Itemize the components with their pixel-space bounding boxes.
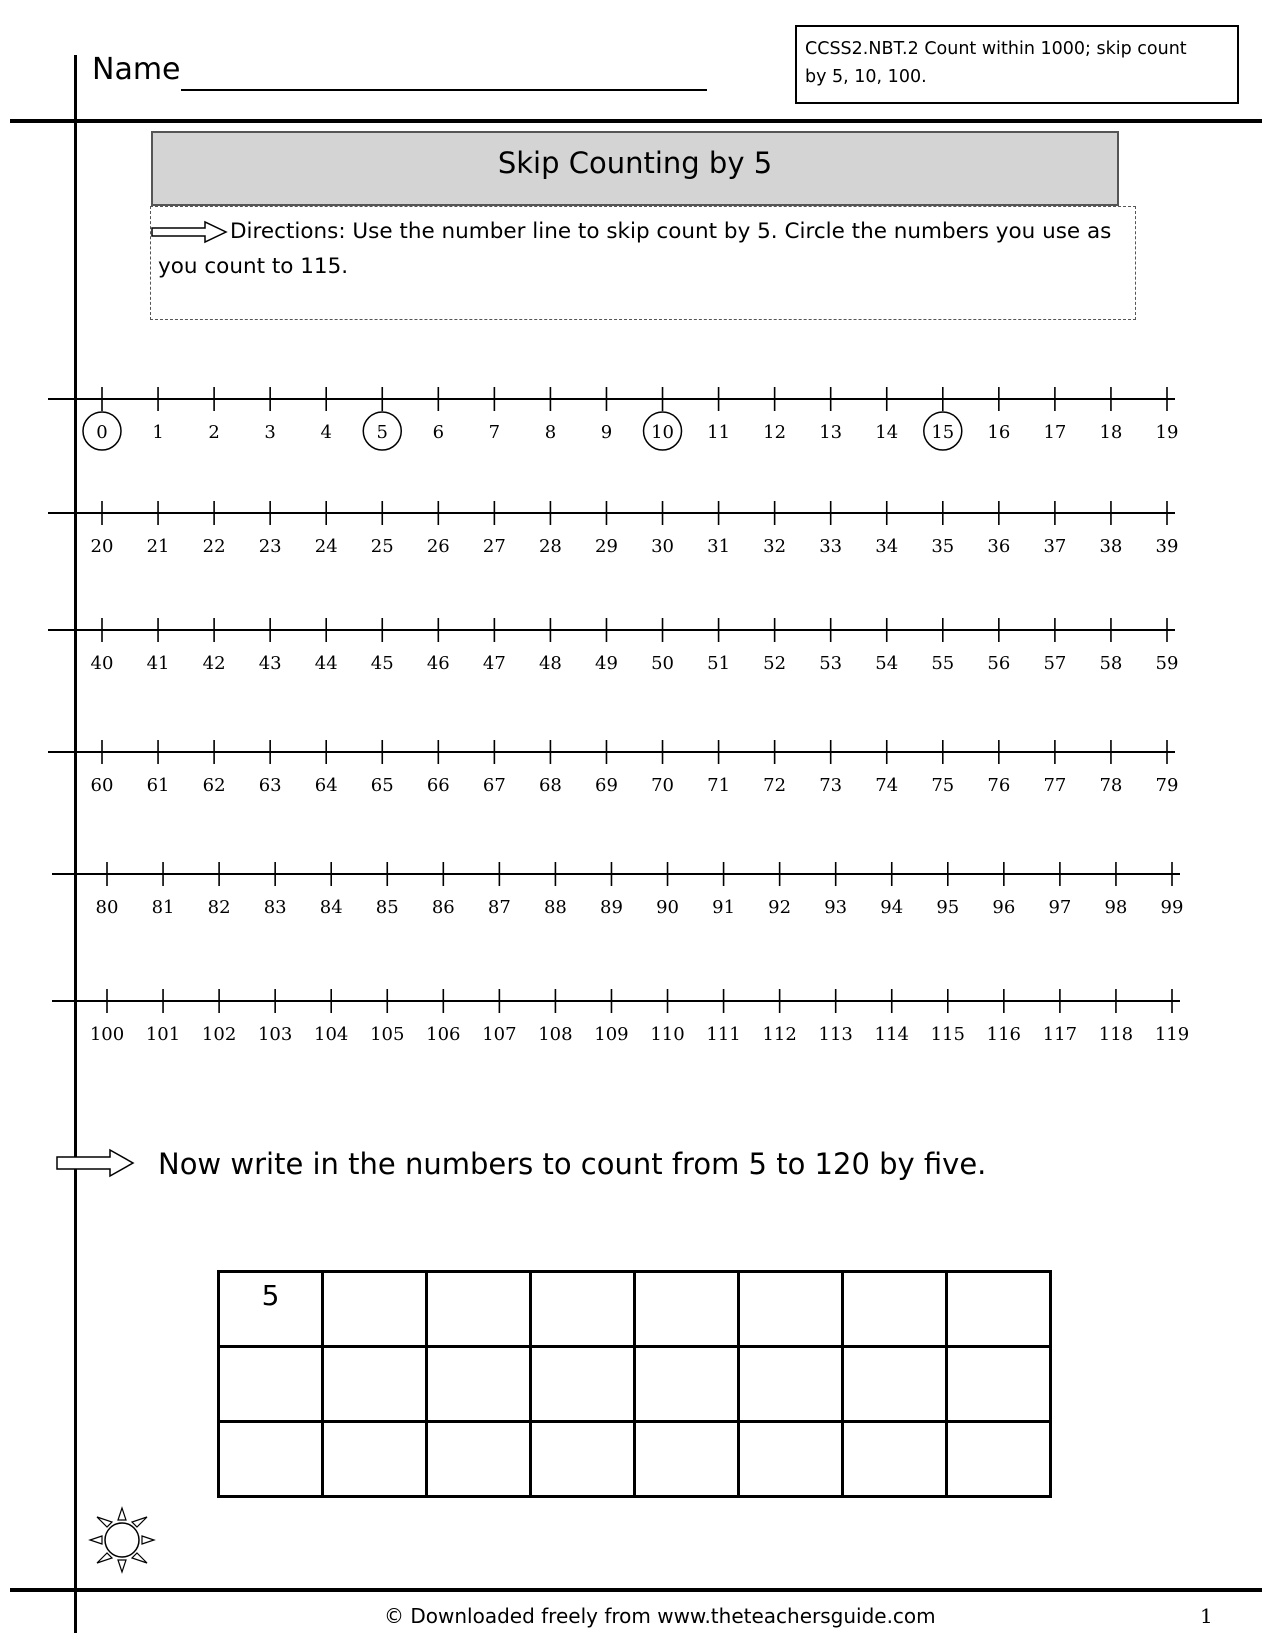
tick-label[interactable]: 64 — [314, 775, 338, 796]
tick-label[interactable]: 104 — [314, 1024, 349, 1045]
tick-label[interactable]: 75 — [931, 775, 955, 796]
tick-label[interactable]: 71 — [707, 775, 731, 796]
tick-label[interactable]: 52 — [763, 653, 787, 674]
tick-label[interactable]: 99 — [1160, 897, 1184, 918]
footer-copyright: © Downloaded freely from www.theteachersguide.com — [384, 1604, 936, 1628]
tick-label[interactable]: 54 — [875, 653, 899, 674]
tick-label[interactable]: 61 — [146, 775, 170, 796]
tick-label[interactable]: 35 — [931, 536, 955, 557]
tick-label[interactable]: 87 — [487, 897, 511, 918]
tick-label[interactable]: 70 — [651, 775, 674, 796]
name-label: Name — [92, 52, 181, 87]
tick-label[interactable]: 19 — [1155, 422, 1179, 443]
tick-label[interactable]: 113 — [818, 1024, 853, 1045]
tick-label[interactable]: 51 — [707, 653, 731, 674]
tick-label[interactable]: 42 — [202, 653, 226, 674]
tick-label[interactable]: 17 — [1043, 422, 1067, 443]
grid-cell[interactable] — [531, 1422, 635, 1497]
tick-label[interactable]: 90 — [656, 897, 679, 918]
grid-cell[interactable] — [323, 1422, 427, 1497]
grid-cell[interactable]: 5 — [219, 1272, 323, 1347]
tick-label[interactable]: 84 — [319, 897, 343, 918]
tick-label[interactable]: 18 — [1099, 422, 1123, 443]
tick-label[interactable]: 4 — [320, 422, 332, 443]
tick-label[interactable]: 10 — [651, 422, 674, 443]
tick-label[interactable]: 43 — [258, 653, 282, 674]
tick-label[interactable]: 118 — [1098, 1024, 1134, 1045]
tick-label[interactable]: 66 — [426, 775, 450, 796]
tick-label[interactable]: 114 — [874, 1024, 909, 1045]
grid-cell[interactable] — [843, 1347, 947, 1422]
right-arrow-icon — [55, 1148, 135, 1178]
tick-label[interactable]: 8 — [544, 422, 557, 443]
sun-icon — [85, 1500, 159, 1580]
grid-cell[interactable] — [219, 1347, 323, 1422]
tick-label[interactable]: 59 — [1155, 653, 1179, 674]
page-number: 1 — [1200, 1604, 1213, 1628]
tick-label[interactable]: 46 — [426, 653, 450, 674]
tick-label[interactable]: 65 — [370, 775, 394, 796]
tick-label[interactable]: 103 — [257, 1024, 293, 1045]
tick-label[interactable]: 5 — [376, 422, 388, 443]
tick-label[interactable]: 93 — [824, 897, 848, 918]
tick-label[interactable]: 21 — [146, 536, 170, 557]
standard-line-1: CCSS2.NBT.2 Count within 1000; skip count — [805, 39, 1187, 59]
tick-label[interactable]: 16 — [987, 422, 1011, 443]
tick-label[interactable]: 23 — [258, 536, 282, 557]
tick-label[interactable]: 50 — [651, 653, 674, 674]
tick-label[interactable]: 85 — [375, 897, 399, 918]
tick-label[interactable]: 38 — [1099, 536, 1123, 557]
tick-label[interactable]: 92 — [768, 897, 792, 918]
tick-label[interactable]: 97 — [1048, 897, 1072, 918]
tick-label[interactable]: 31 — [707, 536, 731, 557]
tick-label[interactable]: 30 — [651, 536, 674, 557]
tick-label[interactable]: 55 — [931, 653, 955, 674]
tick-label[interactable]: 39 — [1155, 536, 1179, 557]
tick-label[interactable]: 101 — [145, 1024, 181, 1045]
tick-label[interactable]: 36 — [987, 536, 1011, 557]
grid-cell[interactable] — [531, 1272, 635, 1347]
tick-label[interactable]: 117 — [1042, 1024, 1078, 1045]
tick-label[interactable]: 107 — [482, 1024, 517, 1045]
grid-cell[interactable] — [947, 1422, 1051, 1497]
grid-cell[interactable] — [635, 1272, 739, 1347]
tick-label[interactable]: 80 — [95, 897, 119, 918]
tick-label[interactable]: 22 — [202, 536, 226, 557]
answer-grid — [217, 1270, 1052, 1498]
tick-label[interactable]: 73 — [819, 775, 843, 796]
tick-label[interactable]: 9 — [600, 422, 613, 443]
tick-label[interactable]: 89 — [600, 897, 623, 918]
tick-label[interactable]: 116 — [986, 1024, 1022, 1045]
grid-cell[interactable] — [427, 1347, 531, 1422]
tick-label[interactable]: 77 — [1043, 775, 1067, 796]
tick-label[interactable]: 48 — [538, 653, 562, 674]
tick-label[interactable]: 53 — [819, 653, 843, 674]
tick-label[interactable]: 37 — [1043, 536, 1067, 557]
tick-label[interactable]: 110 — [650, 1024, 685, 1045]
tick-label[interactable]: 94 — [880, 897, 904, 918]
tick-label[interactable]: 11 — [707, 422, 731, 443]
grid-row — [219, 1422, 1051, 1497]
tick-label[interactable]: 28 — [538, 536, 562, 557]
directions-text: Directions: Use the number line to skip count by 5. Circle the numbers you use as you count to 115. — [158, 219, 1112, 279]
tick-label[interactable]: 15 — [931, 422, 955, 443]
tick-label[interactable]: 57 — [1043, 653, 1067, 674]
tick-label[interactable]: 72 — [763, 775, 787, 796]
grid-row — [219, 1347, 1051, 1422]
tick-label[interactable]: 81 — [151, 897, 175, 918]
tick-label[interactable]: 109 — [594, 1024, 629, 1045]
bottom-rule — [10, 1588, 1262, 1592]
tick-label[interactable]: 79 — [1155, 775, 1179, 796]
tick-label[interactable]: 63 — [258, 775, 282, 796]
grid-cell[interactable] — [635, 1422, 739, 1497]
grid-cell[interactable] — [843, 1422, 947, 1497]
tick-label[interactable]: 45 — [370, 653, 394, 674]
tick-label[interactable]: 2 — [208, 422, 220, 443]
tick-label[interactable]: 100 — [89, 1024, 125, 1045]
grid-row — [219, 1272, 1051, 1347]
tick-label[interactable]: 98 — [1104, 897, 1128, 918]
tick-label[interactable]: 68 — [538, 775, 562, 796]
tick-label[interactable]: 102 — [201, 1024, 237, 1045]
tick-label[interactable]: 78 — [1099, 775, 1123, 796]
tick-label[interactable]: 24 — [314, 536, 338, 557]
standard-line-2: by 5, 10, 100. — [805, 67, 927, 87]
tick-label[interactable]: 14 — [875, 422, 899, 443]
tick-label[interactable]: 20 — [90, 536, 114, 557]
tick-label[interactable]: 41 — [146, 653, 170, 674]
grid-cell[interactable] — [739, 1347, 843, 1422]
tick-label[interactable]: 56 — [987, 653, 1011, 674]
tick-label[interactable]: 119 — [1154, 1024, 1190, 1045]
grid-cell[interactable] — [531, 1347, 635, 1422]
tick-label[interactable]: 27 — [482, 536, 506, 557]
tick-label[interactable]: 49 — [595, 653, 618, 674]
tick-label[interactable]: 1 — [152, 422, 164, 443]
grid-cell[interactable] — [323, 1272, 427, 1347]
tick-label[interactable]: 105 — [370, 1024, 405, 1045]
grid-cell[interactable] — [739, 1272, 843, 1347]
tick-label[interactable]: 25 — [370, 536, 394, 557]
grid-cell[interactable] — [635, 1347, 739, 1422]
grid-cell[interactable] — [427, 1422, 531, 1497]
tick-label[interactable]: 96 — [992, 897, 1016, 918]
tick-label[interactable]: 3 — [264, 422, 276, 443]
tick-label[interactable]: 108 — [538, 1024, 573, 1045]
grid-cell[interactable] — [739, 1422, 843, 1497]
tick-label[interactable]: 88 — [543, 897, 567, 918]
tick-label[interactable]: 95 — [936, 897, 960, 918]
tick-label[interactable]: 82 — [207, 897, 231, 918]
tick-label[interactable]: 33 — [819, 536, 843, 557]
tick-label[interactable]: 34 — [875, 536, 899, 557]
tick-label[interactable]: 112 — [762, 1024, 797, 1045]
tick-label[interactable]: 58 — [1099, 653, 1123, 674]
tick-label[interactable]: 32 — [763, 536, 787, 557]
tick-label[interactable]: 6 — [432, 422, 445, 443]
tick-label[interactable]: 26 — [426, 536, 450, 557]
tick-label[interactable]: 47 — [482, 653, 506, 674]
grid-cell[interactable] — [427, 1272, 531, 1347]
tick-label[interactable]: 86 — [431, 897, 455, 918]
tick-label[interactable]: 111 — [706, 1024, 741, 1045]
tick-label[interactable]: 12 — [763, 422, 787, 443]
tick-label[interactable]: 67 — [482, 775, 506, 796]
page-title: Skip Counting by 5 — [151, 131, 1119, 206]
tick-label[interactable]: 40 — [90, 653, 114, 674]
tick-label[interactable]: 83 — [263, 897, 287, 918]
grid-cell[interactable] — [323, 1347, 427, 1422]
tick-label[interactable]: 76 — [987, 775, 1011, 796]
grid-cell[interactable] — [947, 1347, 1051, 1422]
tick-label[interactable]: 91 — [712, 897, 736, 918]
grid-cell[interactable] — [219, 1422, 323, 1497]
tick-label[interactable]: 13 — [819, 422, 843, 443]
tick-label[interactable]: 69 — [595, 775, 618, 796]
grid-cell[interactable] — [947, 1272, 1051, 1347]
instruction-text: Now write in the numbers to count from 5 to 120 by five. — [158, 1147, 987, 1181]
tick-label[interactable]: 62 — [202, 775, 226, 796]
tick-label[interactable]: 44 — [314, 653, 338, 674]
tick-label[interactable]: 115 — [930, 1024, 965, 1045]
tick-label[interactable]: 29 — [595, 536, 618, 557]
tick-label[interactable]: 60 — [90, 775, 114, 796]
tick-label[interactable]: 7 — [488, 422, 501, 443]
tick-label[interactable]: 106 — [426, 1024, 461, 1045]
grid-cell[interactable] — [843, 1272, 947, 1347]
tick-label[interactable]: 74 — [875, 775, 899, 796]
tick-label[interactable]: 0 — [96, 422, 108, 443]
